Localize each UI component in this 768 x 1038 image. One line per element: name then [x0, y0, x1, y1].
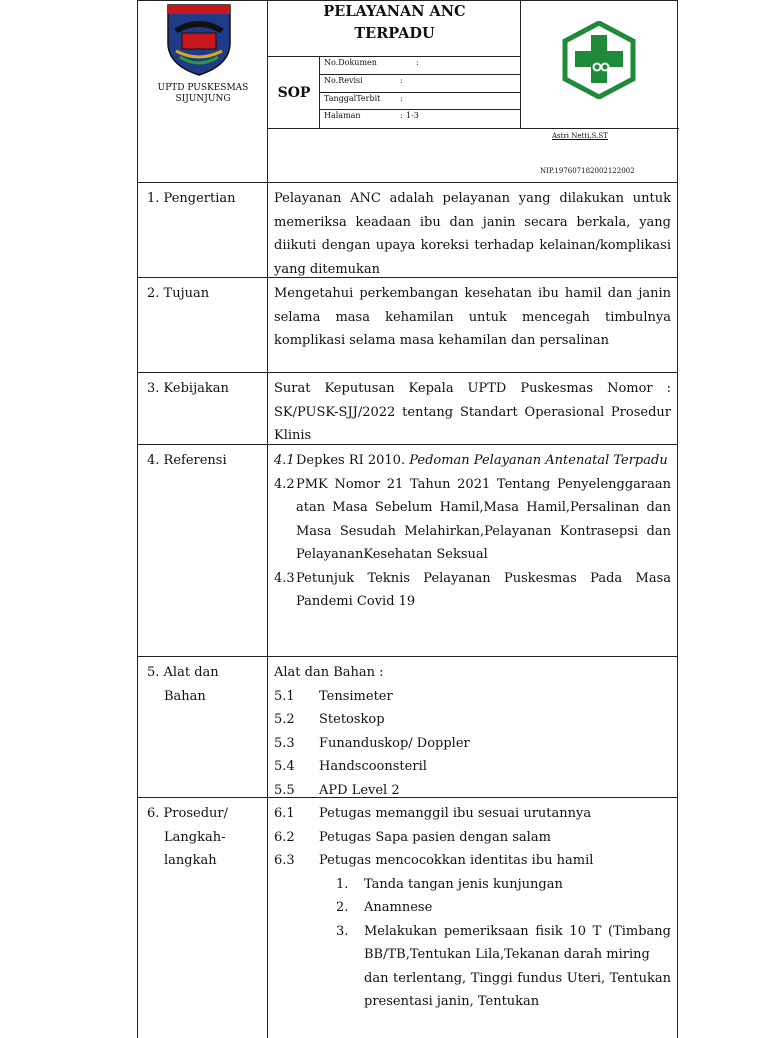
- item-text: Petugas mencocokkan identitas ibu hamil: [319, 853, 594, 868]
- section-text: Pelayanan ANC adalah pelayanan yang dilakukan untuk memeriksa keadaan ibu dan janin secara berkala, yang diikuti dengan upaya koreksi terhadap kelainan/komplikasi yang ditemukan: [274, 191, 671, 277]
- title-line-2: TERPADU: [354, 25, 435, 42]
- label-line: 6. Prosedur/: [147, 806, 228, 821]
- section-referensi: [137, 445, 678, 657]
- document-header: [137, 0, 678, 183]
- meta-row-no-revisi: [324, 76, 363, 86]
- item-text: Petugas Sapa pasien dengan salam: [319, 829, 551, 845]
- item-text: Tanda tangan jenis kunjungan: [364, 876, 563, 892]
- item-text: Depkes RI 2010.: [296, 453, 410, 468]
- item-number: 1.: [336, 876, 349, 892]
- list-item: [274, 826, 671, 850]
- item-text: PMK Nomor 21 Tahun 2021 Tentang Penyelenggaraan atan Masa Sebelum Hamil,Masa Hamil,Persalinan dan Masa Sesudah Melahirkan,Pelayanan Kontrasepsi dan PelayananKesehatan Seksual: [296, 476, 671, 562]
- meta-label: No.Revisi: [324, 76, 363, 85]
- meta-row-tanggal-terbit: [324, 94, 380, 104]
- list-item: [274, 732, 671, 756]
- section-text: Mengetahui perkembangan kesehatan ibu hamil dan janin selama masa kehamilan untuk mencegah timbulnya komplikasi selama masa kehamilan dan persalinan: [274, 286, 671, 348]
- list-item: [274, 849, 671, 873]
- section-pengertian: [137, 183, 678, 278]
- label-line: langkah: [164, 853, 217, 868]
- meta-row-halaman: [324, 111, 361, 121]
- label-line: Bahan: [164, 688, 206, 704]
- item-number: 6.2: [274, 829, 295, 845]
- section-text: Surat Keputusan Kepala UPTD Puskesmas Nomor : SK/PUSK-SJJ/2022 tentang Standart Operasional Prosedur Klinis: [274, 381, 671, 443]
- list-item: [274, 708, 671, 732]
- item-text-italic: Pedoman Pelayanan Antenatal Terpadu: [409, 453, 668, 468]
- procedure-list: [274, 802, 671, 1014]
- item-text: Anamnese: [364, 900, 433, 915]
- sop-label: SOP: [277, 85, 311, 101]
- meta-sep: :: [400, 94, 403, 103]
- item-number: 4.3: [274, 570, 295, 586]
- section-kebijakan: [137, 373, 678, 445]
- meta-sep: :: [416, 58, 419, 67]
- reference-item: [274, 449, 671, 473]
- meta-label: Halaman: [324, 111, 361, 120]
- meta-label: No.Dokumen: [324, 58, 377, 67]
- item-text: Melakukan pemeriksaan fisik 10 T (Timbang BB/TB,Tentukan Lila,Tekanan darah miring: [364, 923, 671, 962]
- section-label: 1. Pengertian: [147, 191, 236, 206]
- puskesmas-green-cross-icon: [561, 21, 637, 99]
- organization-logo-cell: [138, 1, 268, 129]
- meta-label: TanggalTerbit: [324, 94, 381, 103]
- list-item: [274, 755, 671, 779]
- reference-item: [274, 473, 671, 567]
- reference-item: [274, 567, 671, 614]
- item-number: 5.3: [274, 735, 295, 751]
- meta-sep: :: [400, 111, 403, 120]
- section-label: [147, 661, 262, 708]
- meta-row-no-dokumen: [324, 58, 377, 68]
- section-tujuan: [137, 278, 678, 373]
- item-number: 5.2: [274, 712, 295, 727]
- meta-sep: :: [400, 76, 403, 85]
- section-label: 3. Kebijakan: [147, 381, 229, 396]
- meta-value-halaman: 1-3: [406, 111, 419, 120]
- item-number: 2.: [336, 900, 349, 915]
- regency-crest-icon: [164, 3, 234, 77]
- sub-list-item: [274, 873, 671, 897]
- item-text: Tensimeter: [319, 688, 393, 704]
- item-number: 4.1: [274, 453, 295, 468]
- item-number: 6.1: [274, 806, 295, 821]
- item-number: 4.2: [274, 476, 295, 492]
- item-text: Petugas memanggil ibu sesuai urutannya: [319, 806, 592, 821]
- list-intro: Alat dan Bahan :: [274, 665, 384, 680]
- equipment-list: [274, 661, 671, 802]
- sub-list-item: [274, 920, 671, 967]
- label-line: 5. Alat dan: [147, 665, 219, 680]
- sop-document: [137, 0, 678, 1024]
- item-number: 5.1: [274, 688, 295, 704]
- item-number: 5.4: [274, 759, 295, 774]
- section-label: 2. Tujuan: [147, 286, 210, 301]
- sub-list-item: [274, 896, 671, 920]
- label-line: Langkah-: [164, 829, 226, 845]
- item-text: APD Level 2: [319, 782, 400, 798]
- item-number: 3.: [336, 923, 349, 939]
- reference-list: [274, 449, 671, 614]
- item-number: 5.5: [274, 782, 295, 798]
- list-item: [274, 685, 671, 709]
- item-text: Handscoonsteril: [319, 759, 427, 774]
- continuation-text: dan terlentang, Tinggi fundus Uteri, Tentukan presentasi janin, Tentukan: [364, 970, 671, 1009]
- signatory-name: Astri Netti,S.ST: [552, 132, 608, 140]
- document-title: [268, 1, 521, 57]
- organization-name: UPTD PUSKESMAS SIJUNJUNG: [157, 83, 249, 104]
- section-alat-bahan: [137, 657, 678, 798]
- item-text: Stetoskop: [319, 712, 385, 727]
- title-line-1: PELAYANAN ANC: [323, 3, 466, 20]
- signatory-nip: NIP.197607182002122002: [540, 167, 635, 175]
- list-item: [274, 802, 671, 826]
- item-text: Funanduskop/ Doppler: [319, 735, 470, 751]
- section-label: [147, 802, 262, 873]
- section-prosedur: [137, 798, 678, 1038]
- item-number: 6.3: [274, 853, 295, 868]
- section-label: 4. Referensi: [147, 453, 227, 468]
- item-text: Petunjuk Teknis Pelayanan Puskesmas Pada Masa Pandemi Covid 19: [296, 570, 671, 609]
